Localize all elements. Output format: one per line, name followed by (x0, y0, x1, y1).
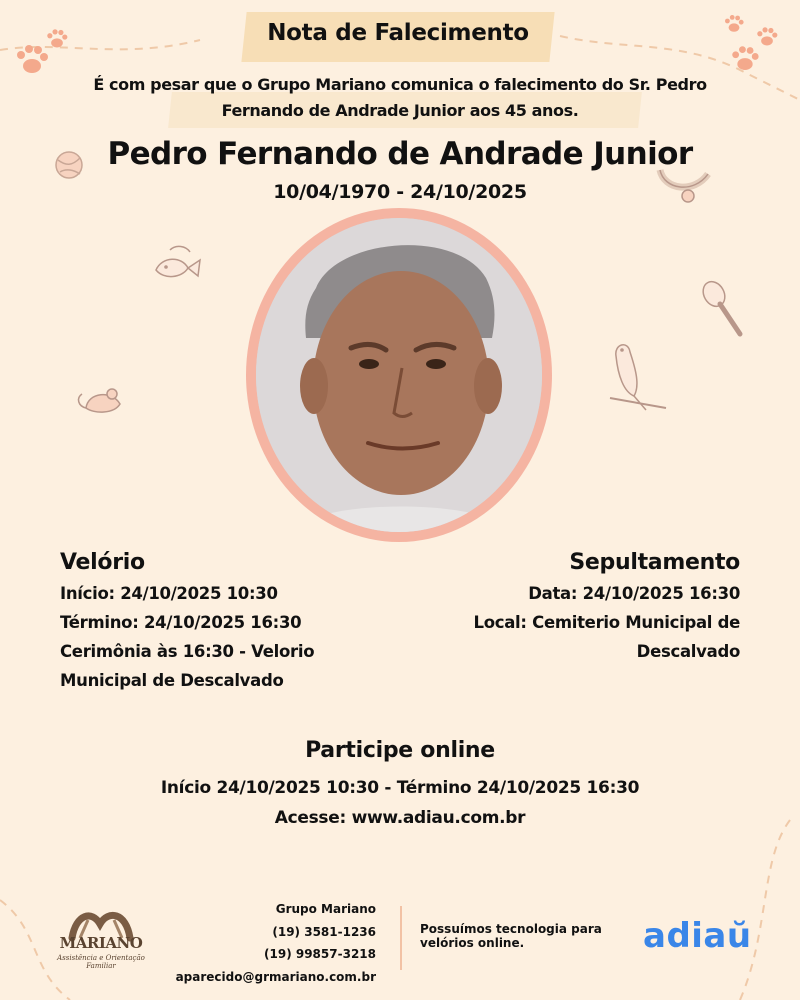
mouse-icon (72, 380, 132, 420)
wake-ceremony: Cerimônia às 16:30 - Velorio (60, 642, 315, 661)
burial-date: Data: 24/10/2025 16:30 (528, 584, 740, 603)
announcement (20, 72, 780, 124)
burial-section (420, 550, 740, 666)
brush-icon (698, 276, 748, 340)
wake-heading: Velório (60, 550, 145, 575)
email-link[interactable]: aparecido@grmariano.com.br (175, 969, 376, 984)
bird-icon (600, 336, 670, 416)
portrait-illustration (256, 218, 542, 532)
burial-location: Local: Cemiterio Municipal de (473, 613, 740, 632)
burial-heading: Sepultamento (569, 550, 740, 575)
wake-end: Término: 24/10/2025 16:30 (60, 613, 302, 632)
burial-location-cont: Descalvado (636, 642, 740, 661)
fish-icon (146, 240, 206, 290)
paw-icon (722, 12, 746, 36)
wake-location: Municipal de Descalvado (60, 671, 284, 690)
adiau-logo: adiaŭ (643, 916, 752, 956)
paw-icon (44, 26, 70, 52)
portrait-photo (256, 218, 542, 532)
tech-notice: Possuímos tecnologia para velórios online. (420, 922, 602, 950)
paw-icon (728, 42, 762, 76)
deceased-name: Pedro Fernando de Andrade Junior (107, 136, 693, 172)
footer-divider (400, 906, 402, 970)
online-times: Início 24/10/2025 10:30 - Término 24/10/2025 16:30 (160, 778, 640, 798)
contact-block (176, 898, 376, 988)
logo-subtitle: Assistência e Orientação Familiar (57, 954, 145, 970)
phone-2[interactable]: (19) 99857-3218 (264, 947, 376, 961)
phone-1[interactable]: (19) 3581-1236 (272, 924, 376, 939)
announcement-line-2: Fernando de Andrade Junior aos 45 anos. (221, 101, 579, 120)
wake-start: Início: 24/10/2025 10:30 (60, 584, 278, 603)
company-name: Grupo Mariano (275, 902, 376, 916)
online-heading: Participe online (305, 738, 495, 763)
mariano-logo (42, 904, 160, 972)
online-access-link[interactable]: Acesse: www.adiau.com.br (274, 808, 526, 828)
life-dates: 10/04/1970 - 24/10/2025 (273, 181, 527, 203)
announcement-line-1: É com pesar que o Grupo Mariano comunica o falecimento do Sr. Pedro (93, 75, 707, 94)
logo-word: MARIANO (59, 934, 143, 952)
wake-section (60, 550, 380, 695)
page-title: Nota de Falecimento (267, 20, 529, 46)
